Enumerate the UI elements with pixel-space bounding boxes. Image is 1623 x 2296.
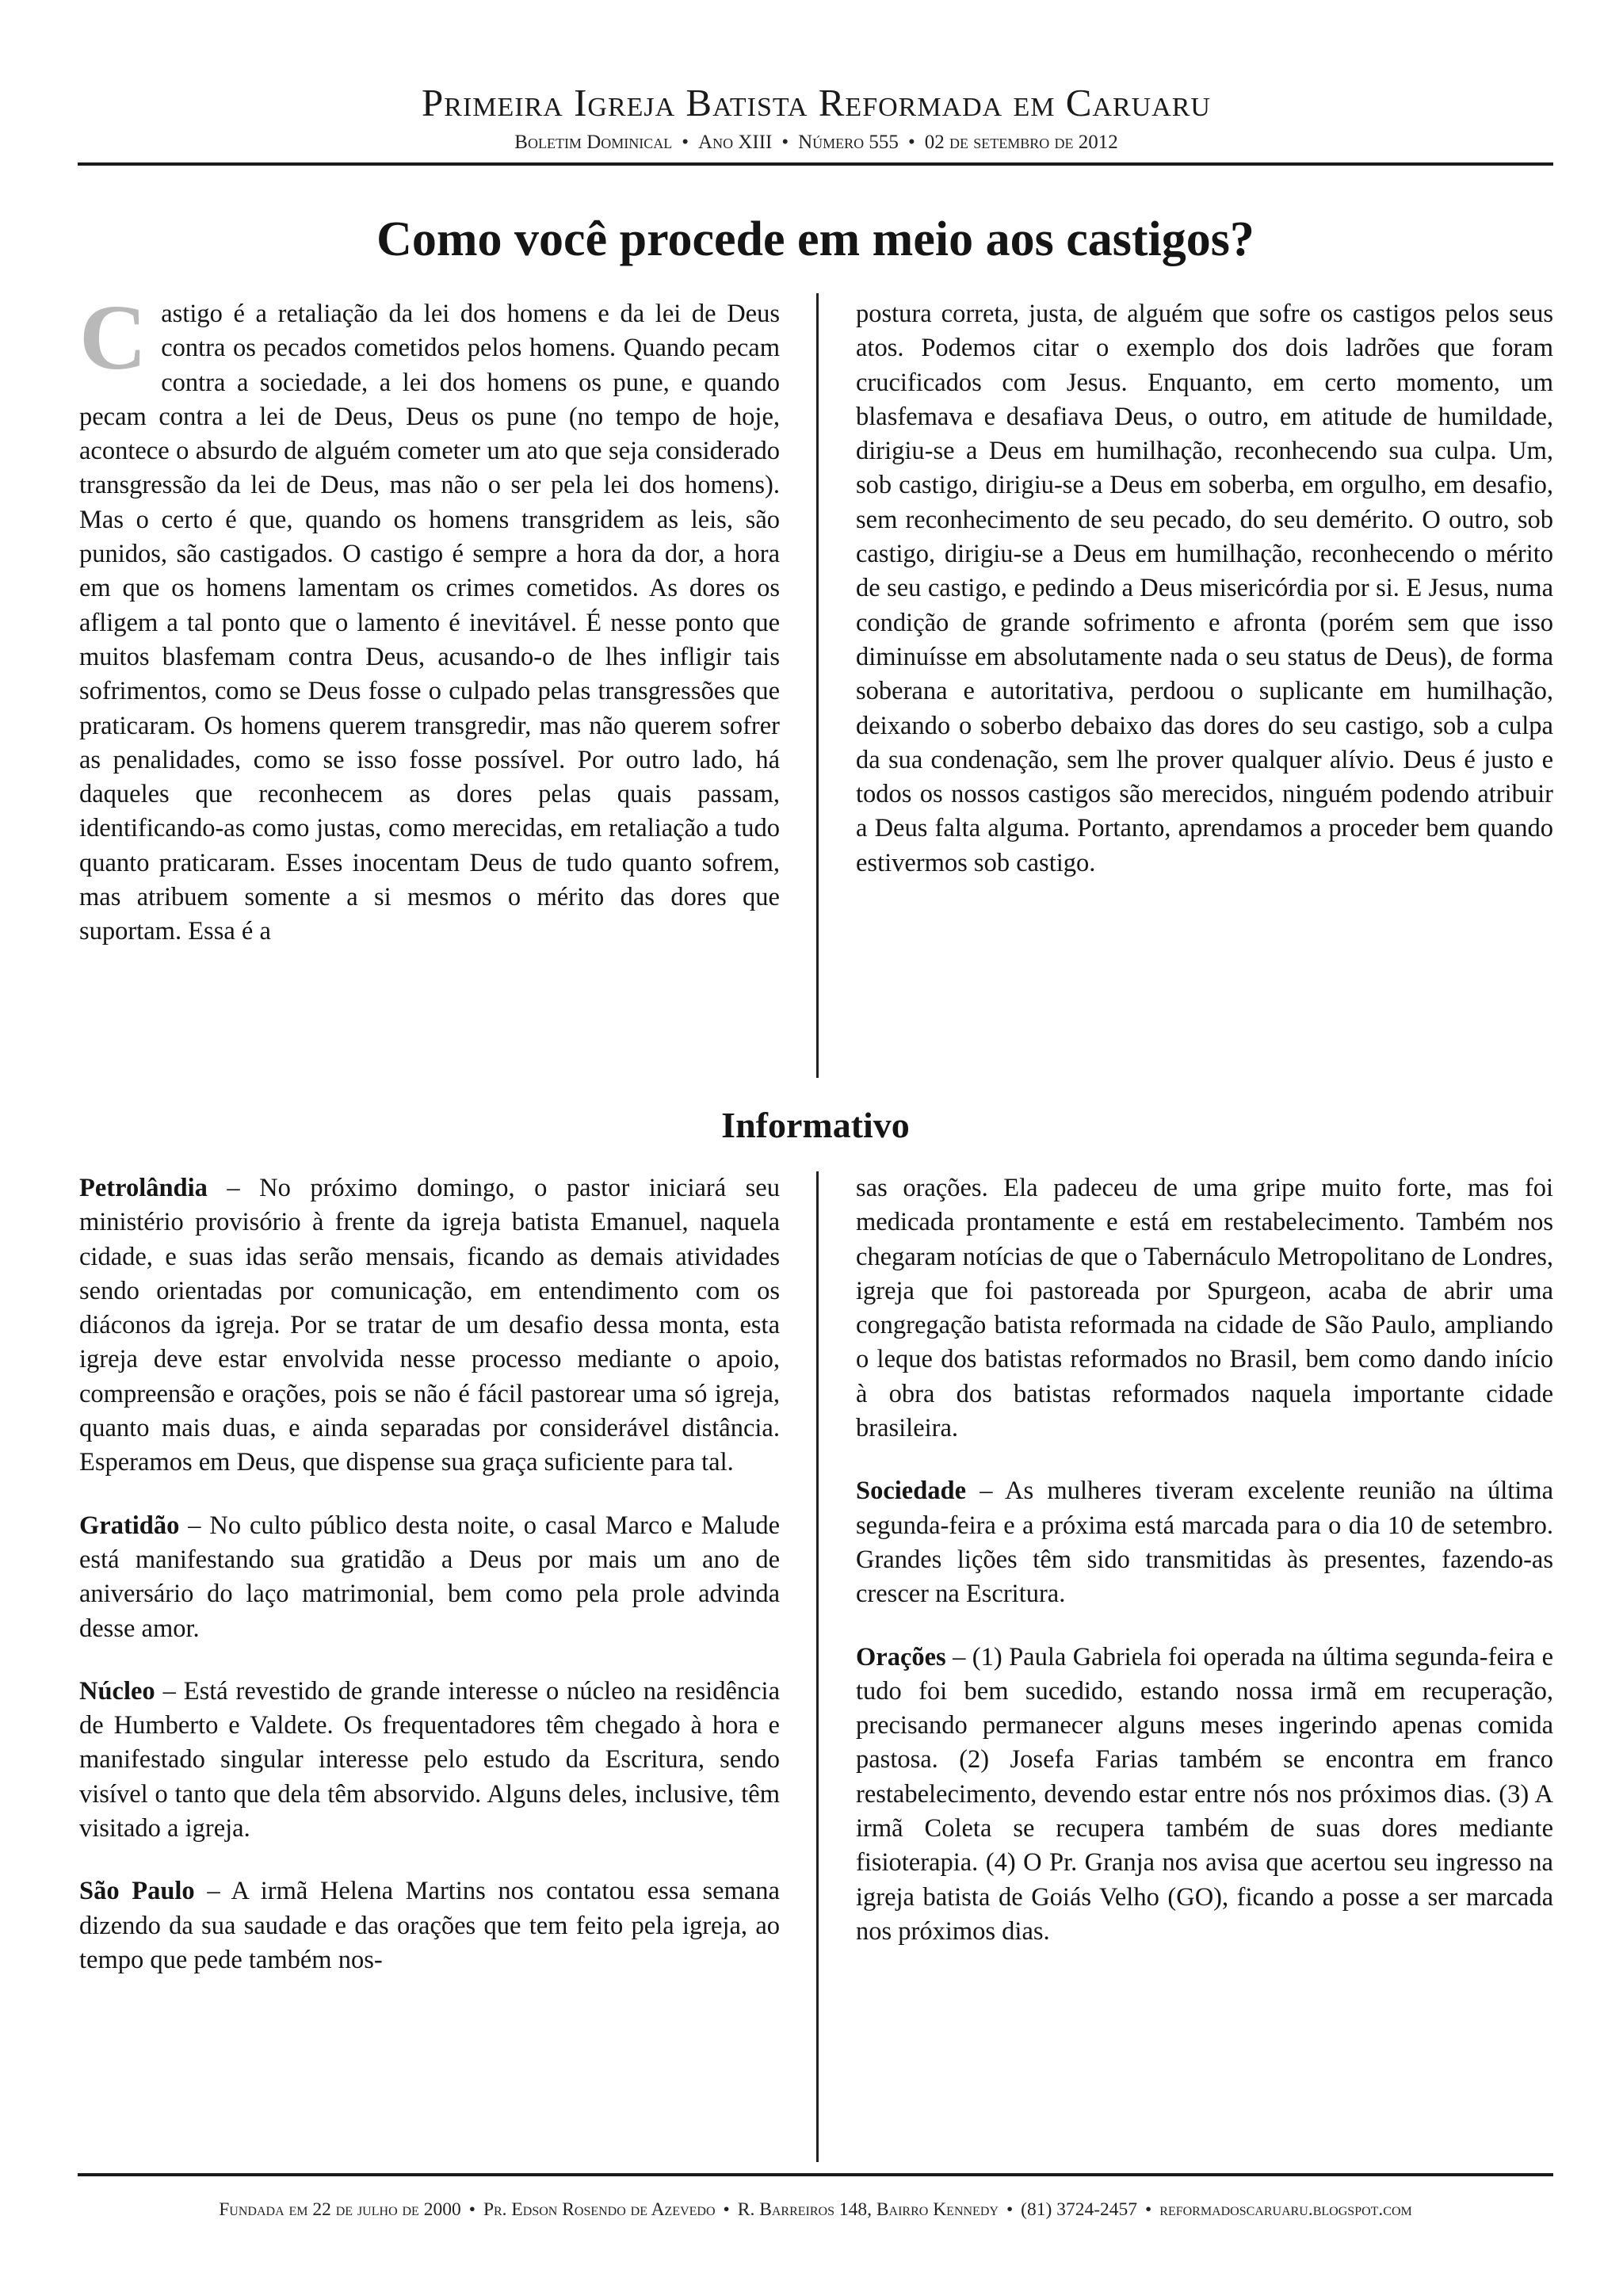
footer [78, 2197, 1553, 2222]
news-item-text: – Está revestido de grande interesse o núcleo na residência de Humberto e Valdete. Os frequentadores têm chegado à hora e manifestado singular interesse pelo estudo da Escritura, sendo visível o tanto que dela têm absorvido. Alguns deles, inclusive, têm visitado a igreja. [79, 1676, 780, 1843]
bulletin-date: 02 de setembro de 2012 [924, 132, 1118, 153]
separator: • [682, 132, 689, 153]
masthead [79, 79, 1553, 155]
article-text-left: astigo é a retaliação da lei dos homens e da lei de Deus contra os pecados cometidos pelos homens. Quando pecam contra a sociedade, a lei dos homens os pune, e quando pecam contra a lei de Deus, Deus os pune (no tempo de hoje, acontece o absurdo de alguém cometer um ato que seja considerado transgressão da lei de Deus, mas não o ser pela lei dos homens). Mas o certo é que, quando os homens transgridem as leis, são punidos, são castigados. O castigo é sempre a hora da dor, a hora em que os homens lamentam os crimes cometidos. As dores os afligem a tal ponto que o lamento é inevitável. É nesse ponto que muitos blasfemam contra Deus, acusando-o de lhes infligir tais sofrimentos, como se Deus fosse o culpado pelas transgressões que praticaram. Os homens querem transgredir, mas não querem sofrer as penalidades, como se isso fosse possível. Por outro lado, há daqueles que reconhecem as dores pelas quais passam, identificando-as como justas, como merecidas, em retaliação a tudo quanto praticaram. Esses inocentam Deus de tudo quanto sofrem, mas atribuem somente a si mesmos o mérito das dores que suportam. Essa é a [79, 300, 780, 946]
informativo-column-left [79, 1171, 780, 2006]
footer-address: R. Barreiros 148, Bairro Kennedy [737, 2199, 999, 2220]
footer-website: reformadoscaruaru.blogspot.com [1159, 2199, 1412, 2220]
header-rule [78, 162, 1553, 166]
news-item-heading: Núcleo [79, 1676, 155, 1706]
separator: • [723, 2199, 730, 2220]
news-item-sao-paulo [79, 1874, 780, 1977]
news-item-text: sas orações. Ela padeceu de uma gripe muito forte, mas foi medicada prontamente e está em restabelecimento. Também nos chegaram notícias de que o Tabernáculo Metropolitano de Londres, igreja que foi pastoreada por Spurgeon, acaba de abrir uma congregação batista reformada na cidade de São Paulo, ampliando o leque dos batistas reformados no Brasil, bem como dando início à obra dos batistas reformados naquela importante cidade brasileira. [856, 1174, 1553, 1443]
news-item-text: – As mulheres tiveram excelente reunião na última segunda-feira e a próxima está marcada para o dia 10 de setembro. Grandes lições têm sido transmitidas às presentes, fazendo-as crescer na Escritura. [856, 1477, 1553, 1609]
article-title: Como você procede em meio aos castigos? [376, 212, 1254, 266]
church-name: Primeira Igreja Batista Reformada em Caruaru [422, 81, 1211, 124]
column-divider [816, 293, 819, 1078]
footer-pastor: Pr. Edson Rosendo de Azevedo [483, 2199, 716, 2220]
footer-rule [78, 2173, 1553, 2176]
informativo-title: Informativo [721, 1105, 910, 1145]
news-item-oracoes [856, 1641, 1553, 1950]
article-text-right: postura correta, justa, de alguém que sofre os castigos pelos seus atos. Podemos citar o exemplo dos dois ladrões que foram crucificados com Jesus. Enquanto, em certo momento, um blasfemava e desafiava Deus, o outro, em atitude de humildade, dirigiu-se a Deus em humilhação, reconhecendo sua culpa. Um, sob castigo, dirigiu-se a Deus em soberba, em orgulho, em desafio, sem reconhecimento de seu pecado, do seu demérito. O outro, sob castigo, dirigiu-se a Deus em humilhação, reconhecendo o mérito de seu castigo, e pedindo a Deus misericórdia por si. E Jesus, numa condição de grande sofrimento e afronta (porém sem que isso diminuísse em absolutamente nada o seu status de Deus), de forma soberana e autoritativa, perdoou o suplicante em humilhação, deixando o soberbo debaixo das dores do seu castigo, sob a culpa da sua condenação, sem lhe prover qualquer alívio. Deus é justo e todos os nossos castigos são merecidos, ninguém podendo atribuir a Deus falta alguma. Portanto, aprendamos a proceder bem quando estivermos sob castigo. [856, 300, 1553, 877]
news-item-heading: Sociedade [856, 1477, 967, 1506]
bulletin-label: Boletim Dominical [514, 132, 673, 153]
informativo-column-right [856, 1171, 1553, 1977]
news-item-text: – A irmã Helena Martins nos contatou essa semana dizendo da sua saudade e das orações que tem feito pela igreja, ao tempo que pede também nos- [79, 1877, 780, 1974]
article-column-right [856, 297, 1553, 881]
bulletin-number: Número 555 [798, 132, 899, 153]
article-column-left [79, 285, 780, 949]
drop-cap: C [79, 285, 147, 389]
news-item-gratidao [79, 1509, 780, 1646]
news-item-text: – No culto público desta noite, o casal Marco e Malude está manifestando sua gratidão a Deus por mais um ano de aniversário do laço matrimonial, bem como pela prole advinda desse amor. [79, 1511, 780, 1643]
news-item-heading: Gratidão [79, 1511, 180, 1540]
separator: • [468, 2199, 475, 2220]
news-item-petrolandia [79, 1171, 780, 1480]
separator: • [1006, 2199, 1014, 2220]
news-item-text: – (1) Paula Gabriela foi operada na última segunda-feira e tudo foi bem sucedido, estando nossa irmã em recuperação, precisando permanecer alguns meses ingerindo apenas comida pastosa. (2) Josefa Farias também se encontra em franco restabelecimento, devendo estar entre nós nos próximos dias. (3) A irmã Coleta se recupera também de suas dores mediante fisioterapia. (4) O Pr. Granja nos avisa que acertou seu ingresso na igreja batista de Goiás Velho (GO), ficando a posse a ser marcada nos próximos dias. [856, 1642, 1553, 1946]
bulletin-year: Ano XIII [698, 132, 773, 153]
news-item-sao-paulo-continued [856, 1171, 1553, 1446]
column-divider [816, 1171, 819, 2162]
news-item-text: – No próximo domingo, o pastor iniciará seu ministério provisório à frente da igreja batista Emanuel, naquela cidade, e suas idas serão mensais, ficando as demais atividades sendo orientadas por comunicação, em entendimento com os diáconos da igreja. Por se tratar de um desafio dessa monta, esta igreja deve estar envolvida nesse processo mediante o apoio, compreensão e orações, pois se não é fácil pastorear uma só igreja, quanto mais duas, e ainda separadas por considerável distância. Esperamos em Deus, que dispense sua graça suficiente para tal. [79, 1174, 780, 1477]
news-item-heading: Orações [856, 1642, 946, 1671]
news-item-sociedade [856, 1474, 1553, 1611]
footer-phone: (81) 3724-2457 [1021, 2199, 1138, 2220]
separator: • [1145, 2199, 1152, 2220]
news-item-heading: Petrolândia [79, 1174, 208, 1202]
separator: • [907, 132, 915, 153]
news-item-heading: São Paulo [79, 1877, 195, 1906]
footer-founded: Fundada em 22 de julho de 2000 [219, 2199, 461, 2220]
separator: • [781, 132, 789, 153]
news-item-nucleo [79, 1675, 780, 1846]
bulletin-info [79, 130, 1553, 155]
